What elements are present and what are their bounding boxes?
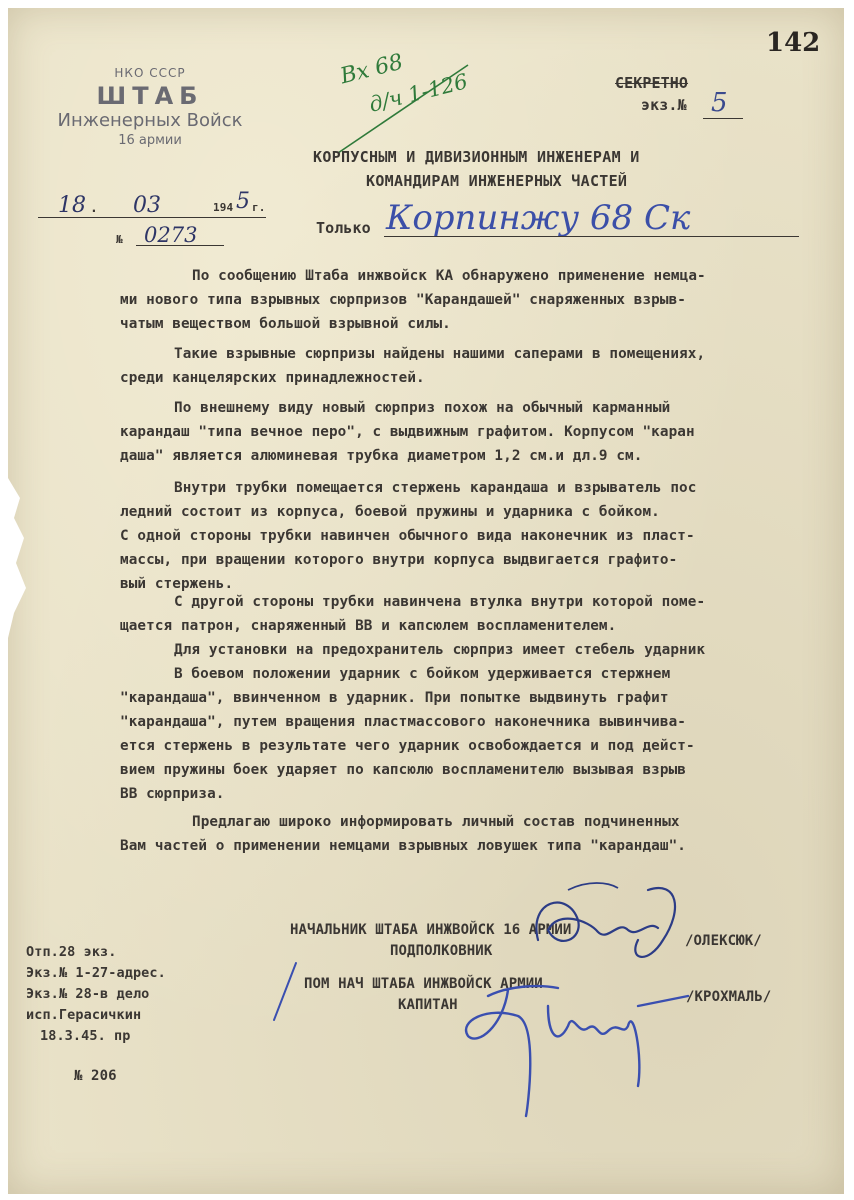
headquarters-stamp	[30, 66, 270, 148]
addressee-line-2: КОМАНДИРАМ ИНЖЕНЕРНЫХ ЧАСТЕЙ	[366, 172, 628, 190]
secrecy-block	[613, 74, 753, 130]
only-underline	[384, 236, 799, 237]
date-year-print: 194	[213, 201, 234, 214]
date-year-hand: 5	[236, 189, 250, 214]
signer-2-rank: КАПИТАН	[398, 997, 458, 1013]
stamp-line-1: НКО СССР	[114, 66, 186, 80]
document-page	[8, 8, 844, 1194]
distribution-list	[26, 942, 166, 1047]
green-mark-line-2: д/ч 1-126	[366, 69, 471, 117]
copy-label: экз.№	[641, 96, 687, 114]
pen-stroke-icon	[266, 958, 306, 1028]
distribution-line-3: Экз.№ 28-в дело	[26, 986, 150, 1002]
signer-1-title: НАЧАЛЬНИК ШТАБА ИНЖВОЙСК 16 АРМИИ	[290, 922, 572, 938]
copy-number: 5	[711, 88, 728, 118]
stamp-line-2: ШТАБ	[96, 82, 204, 110]
signer-2-title: ПОМ НАЧ ШТАБА ИНЖВОЙСК АРМИИ	[304, 976, 543, 992]
distribution-line-4: исп.Герасичкин	[26, 1007, 142, 1023]
only-handwritten: Корпинжу 68 Ск	[386, 198, 691, 238]
date-day: 18	[58, 193, 86, 218]
secrecy-label: СЕКРЕТНО	[615, 74, 689, 92]
stamp-line-4: 16 армии	[118, 133, 182, 148]
green-mark-line-1: Вх 68	[337, 49, 406, 90]
green-slash-icon	[328, 53, 488, 163]
signature-1-icon	[498, 870, 698, 970]
distribution-line-1: Отп.28 экз.	[26, 944, 117, 960]
date-suffix: г.	[252, 201, 266, 214]
paragraph-3: По внешнему виду новый сюрприз похож на обычный карманный карандаш "типа вечное перо", с выдвижным графитом. Корпусом "каран даша" является алюминевая трубка диаметром 1,2 см.и дл.9 см.	[120, 400, 695, 464]
number-label: №	[116, 233, 123, 246]
only-label: Только	[316, 219, 371, 237]
paragraph-5: С другой стороны трубки навинчена втулка внутри которой поме- щается патрон, снаряженный ВВ и капсюлем воспламенителем. Для установки на предохранитель сюрприз имеет стебель ударник В боевом положении ударник с бойком удерживается стержнем "карандаша", ввинченном в ударник. При попытке выдвинуть графит "карандаша", путем вращения пластмассового наконечника вывинчива- ется стержень в результате чего ударник освобождается и под дейст- вием пружины боек ударяет по капсюлю воспламенителю вызывая взрыв ВВ сюрприза.	[120, 594, 706, 802]
distribution-line-5: 18.3.45. пр	[40, 1028, 131, 1044]
paragraph-1: По сообщению Штаба инжвойск КА обнаружено применение немца- ми нового типа взрывных сюрпризов "Карандашей" снаряженных взрыв- чатым веществом большой взрывной силы.	[120, 268, 706, 332]
bottom-number: № 206	[74, 1068, 117, 1084]
signer-1-rank: ПОДПОЛКОВНИК	[390, 943, 493, 959]
signer-1-name: /ОЛЕКСЮК/	[685, 933, 762, 949]
page-number: 142	[766, 28, 821, 58]
date-line: 18 . 03 194 5 г.	[38, 193, 268, 219]
date-month: 03	[133, 193, 161, 218]
distribution-line-2: Экз.№ 1-27-адрес.	[26, 965, 166, 981]
outgoing-number	[116, 223, 226, 247]
torn-edge-icon	[8, 478, 34, 638]
signer-2-name: /КРОХМАЛЬ/	[686, 989, 772, 1005]
paragraph-4: Внутри трубки помещается стержень карандаша и взрыватель пос ледний состоит из корпуса, боевой пружины и ударника с бойком. С одной стороны трубки навинчен обычного вида наконечник из пласт- массы, при вращении которого внутри корпуса выдвигается графито- вый стержень.	[120, 480, 697, 592]
green-registration-mark	[328, 49, 488, 163]
addressee-line-1: КОРПУСНЫМ И ДИВИЗИОННЫМ ИНЖЕНЕРАМ И	[313, 148, 640, 166]
paragraph-2: Такие взрывные сюрпризы найдены нашими саперами в помещениях, среди канцелярских принадлежностей.	[120, 346, 706, 386]
paragraph-6: Предлагаю широко информировать личный состав подчиненных Вам частей о применении немцами взрывных ловушек типа "карандаш".	[120, 814, 686, 854]
stamp-line-3: Инженерных Войск	[57, 110, 243, 131]
signature-2-icon	[448, 966, 708, 1126]
number-value: 0273	[144, 223, 198, 247]
